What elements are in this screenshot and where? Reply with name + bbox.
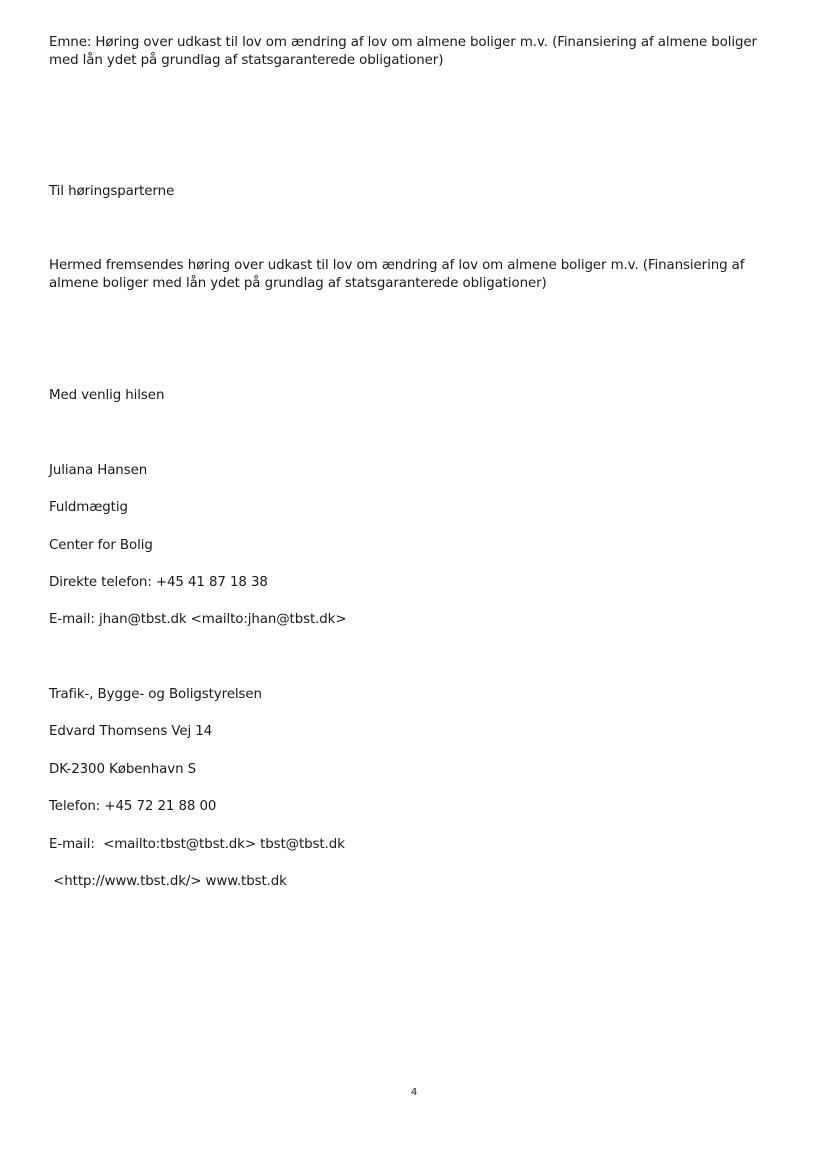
page-number: 4 [410,1087,418,1098]
signature-name: Juliana Hansen [49,463,148,478]
signature-title: Fuldmægtig [49,500,128,515]
salutation: Til høringsparterne [49,184,175,199]
organization-website: <http://www.tbst.dk/> www.tbst.dk [49,874,287,889]
organization-name: Trafik-, Bygge- og Boligstyrelsen [49,687,262,702]
body-paragraph: Hermed fremsendes høring over udkast til lov om ændring af lov om almene boliger m.v. (Finansiering af almene boliger med lån ydet på grundlag af statsgaranterede obligationer) [49,258,745,291]
closing: Med venlig hilsen [49,388,165,403]
organization-email: E-mail: <mailto:tbst@tbst.dk> tbst@tbst.dk [49,837,345,852]
signature-department: Center for Bolig [49,538,153,553]
organization-street: Edvard Thomsens Vej 14 [49,724,213,739]
subject-line: Emne: Høring over udkast til lov om ændring af lov om almene boliger m.v. (Finansiering af almene boliger med lån ydet på grundlag af statsgaranterede obligationer) [49,35,757,68]
organization-city: DK-2300 København S [49,762,197,777]
signature-email: E-mail: jhan@tbst.dk <mailto:jhan@tbst.dk> [49,612,347,627]
organization-phone: Telefon: +45 72 21 88 00 [49,799,217,814]
signature-phone: Direkte telefon: +45 41 87 18 38 [49,575,268,590]
